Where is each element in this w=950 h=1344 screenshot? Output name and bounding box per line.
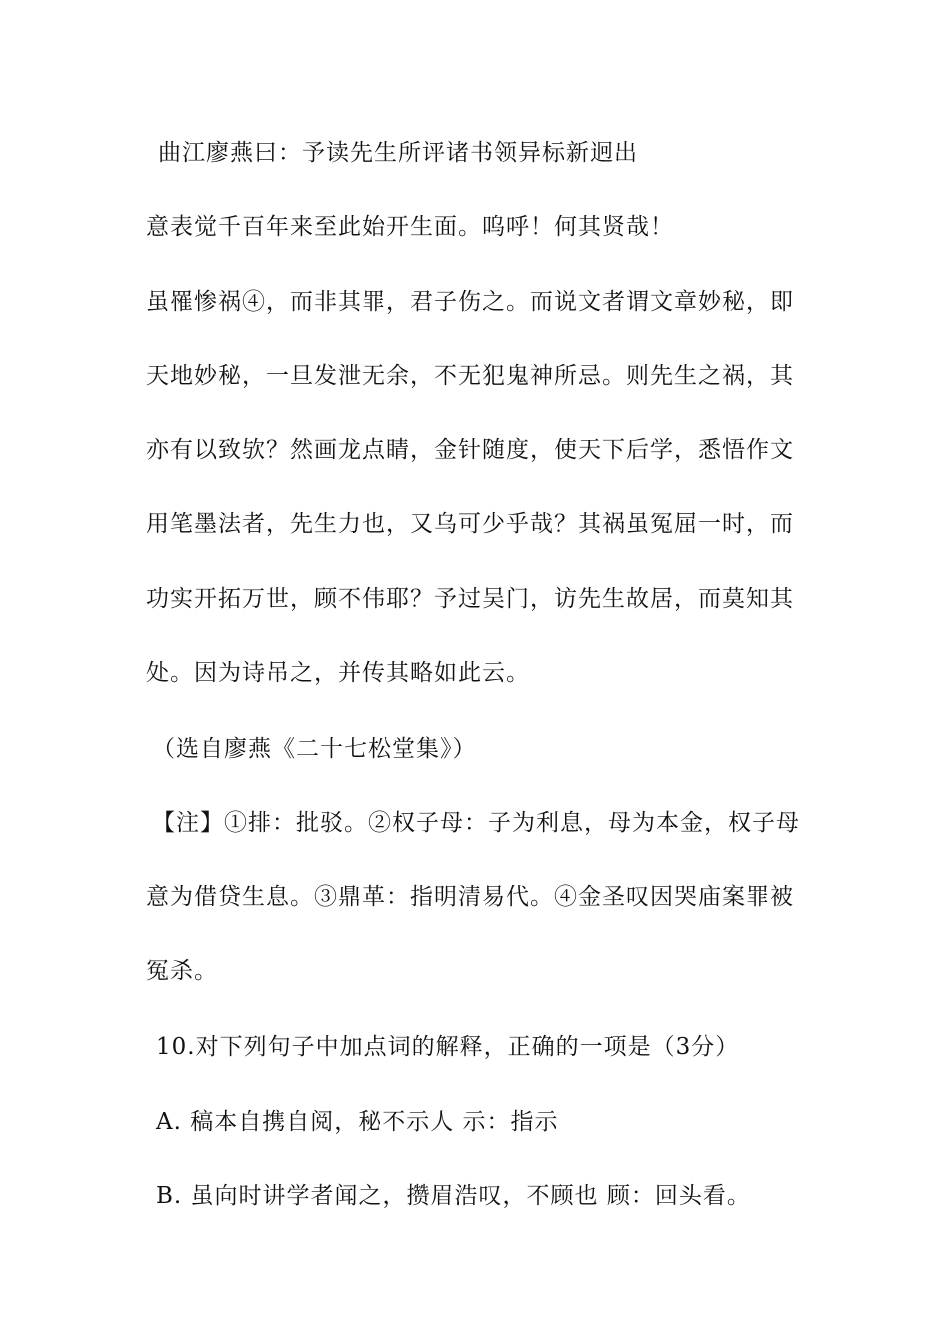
- notes-line-2: 意为借贷生息。③鼎革：指明清易代。④金圣叹因哭庙案罪被: [146, 884, 794, 910]
- passage-line-5: 亦有以致欤？然画龙点睛，金针随度，使天下后学，悉悟作文: [146, 437, 794, 463]
- passage-line-3: 虽罹惨祸④，而非其罪，君子伤之。而说文者谓文章妙秘，即: [146, 289, 794, 315]
- passage-line-2: 意表觉千百年来至此始开生面。呜呼！何其贤哉！: [146, 214, 674, 240]
- passage-line-4: 天地妙秘，一旦发泄无余，不无犯鬼神所忌。则先生之祸，其: [146, 363, 794, 389]
- option-a: A. 稿本自携自阅，秘不示人 示：指示: [156, 1109, 559, 1135]
- option-b: B. 虽向时讲学者闻之，攒眉浩叹，不顾也 顾：回头看。: [156, 1183, 751, 1209]
- passage-line-6: 用笔墨法者，先生力也，又乌可少乎哉？其祸虽冤屈一时，而: [146, 511, 794, 537]
- question-stem: 10.对下列句子中加点词的解释，正确的一项是（3分）: [156, 1034, 740, 1060]
- notes-line-1: 【注】①排：批驳。②权子母：子为利息，母为本金，权子母: [152, 810, 800, 836]
- source-citation: （选自廖燕《二十七松堂集》）: [152, 736, 477, 762]
- notes-line-3: 冤杀。: [146, 958, 218, 984]
- passage-line-7: 功实开拓万世，顾不伟耶？予过吴门，访先生故居，而莫知其: [146, 586, 794, 612]
- passage-line-8: 处。因为诗吊之，并传其略如此云。: [146, 660, 530, 686]
- passage-line-1: 曲江廖燕曰：予读先生所评诸书领异标新迥出: [158, 140, 638, 166]
